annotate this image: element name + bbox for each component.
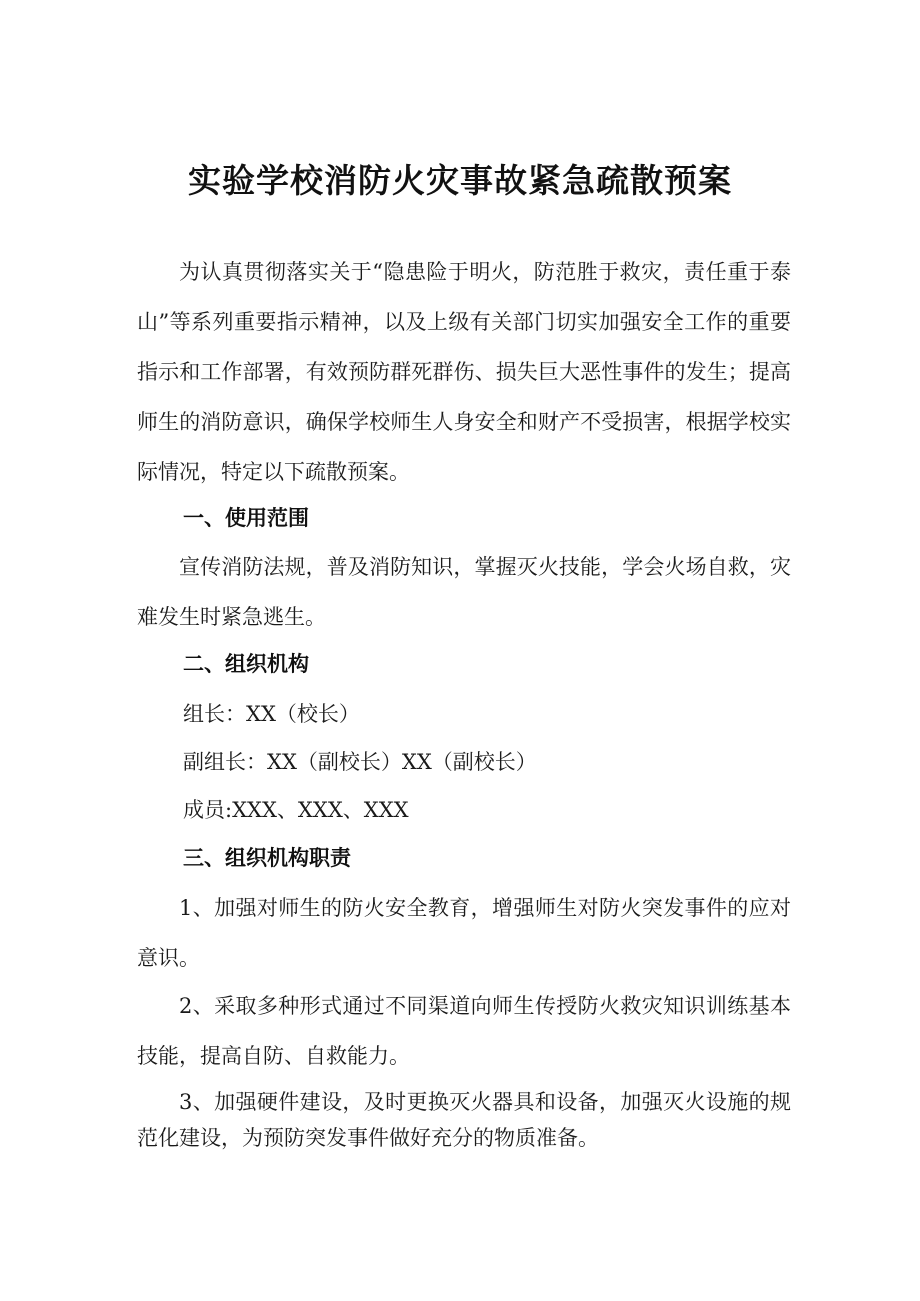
duty-item-2: 2、采取多种形式通过不同渠道向师生传授防火救灾知识训练基本技能，提高自防、自救能力。 xyxy=(137,994,791,1068)
document-title: 实验学校消防火灾事故紧急疏散预案 xyxy=(188,161,732,200)
org-deputy-line: 副组长：XX（副校长）XX（副校长） xyxy=(183,750,537,774)
section-heading-duties: 三、组织机构职责 xyxy=(183,846,351,870)
org-members-line: 成员:XXX、XXX、XXX xyxy=(183,798,409,822)
section-heading-organization: 二、组织机构 xyxy=(183,652,309,676)
section-heading-scope: 一、使用范围 xyxy=(183,506,309,530)
org-leader-line: 组长：XX（校长） xyxy=(183,702,360,726)
scope-paragraph: 宣传消防法规，普及消防知识，掌握灭火技能，学会火场自救，灾难发生时紧急逃生。 xyxy=(137,555,791,629)
intro-paragraph: 为认真贯彻落实关于“隐患险于明火，防范胜于救灾，责任重于泰山”等系列重要指示精神，以及上级有关部门切实加强安全工作的重要指示和工作部署，有效预防群死群伤、损失巨大恶性事件的发生；提高师生的消防意识，确保学校师生人身安全和财产不受损害，根据学校实际情况，特定以下疏散预案。 xyxy=(137,260,791,484)
duty-item-3: 3、加强硬件建设，及时更换灭火器具和设备，加强灭火设施的规范化建设，为预防突发事件做好充分的物质准备。 xyxy=(137,1090,791,1150)
duty-item-1: 1、加强对师生的防火安全教育，增强师生对防火突发事件的应对意识。 xyxy=(137,896,791,970)
